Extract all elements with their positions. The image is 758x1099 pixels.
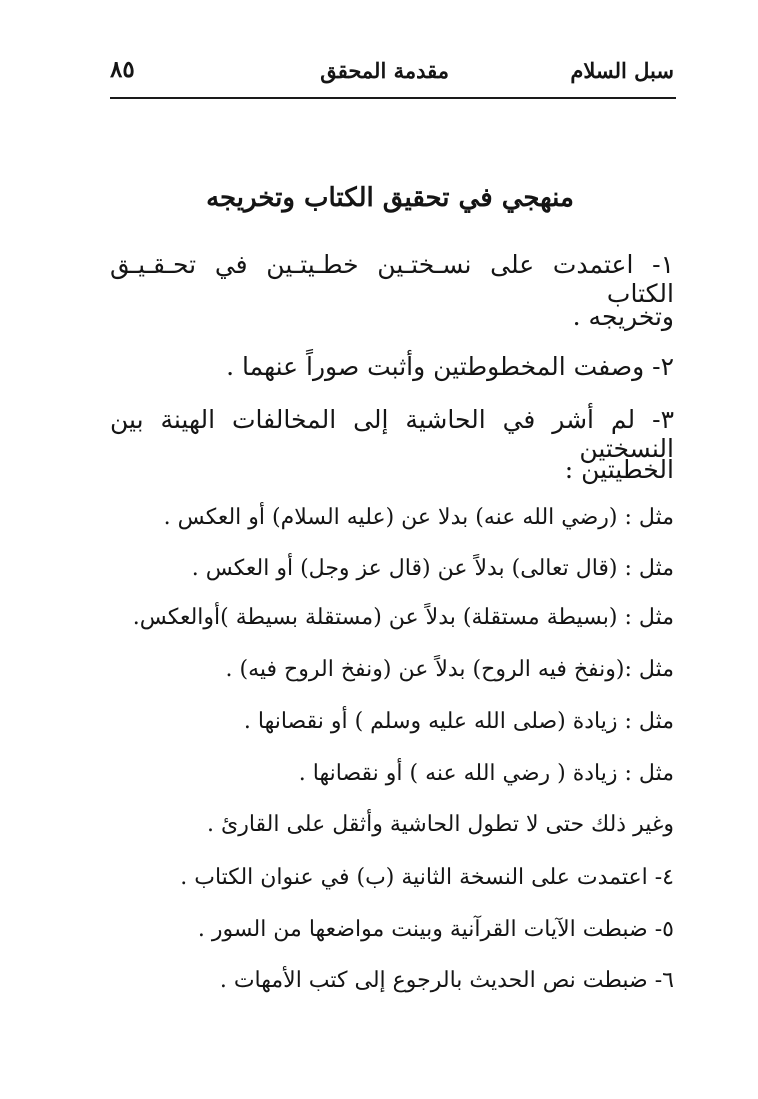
text-line: ٦- ضبطت نص الحديث بالرجوع إلى كتب الأمهات . [219,968,674,993]
text-line: مثل : زيادة ( رضي الله عنه ) أو نقصانها . [298,761,674,786]
page-number: ٨٥ [110,56,135,83]
text-line: ٤- اعتمدت على النسخة الثانية (ب) في عنوان الكتاب . [180,865,674,890]
text-line: الخطيتين : [564,455,674,484]
running-section-title: مقدمة المحقق [320,58,449,83]
text-line: مثل : (قال تعالى) بدلاً عن (قال عز وجل) أو العكس . [191,556,674,581]
text-line: مثل :(ونفخ فيه الروح) بدلاً عن (ونفخ الروح فيه) . [225,657,674,682]
section-heading: منهجي في تحقيق الكتاب وتخريجه [206,183,574,213]
text-line: ٣- لم أشر في الحاشية إلى المخالفات الهينة بين النسختين [110,405,674,463]
text-line: وغير ذلك حتى لا تطول الحاشية وأثقل على القارئ . [207,812,674,837]
text-line: مثل : (رضي الله عنه) بدلا عن (عليه السلام) أو العكس . [163,505,674,530]
body-text [110,0,674,1099]
running-book-title: سبل السلام [570,58,674,83]
text-line: مثل : زيادة (صلى الله عليه وسلم ) أو نقصانها . [243,709,674,734]
text-line: ٥- ضبطت الآيات القرآنية وبينت مواضعها من السور . [197,917,674,942]
text-line: وتخريجه . [572,302,674,331]
text-line: مثل : (بسيطة مستقلة) بدلاً عن (مستقلة بسيطة )أوالعكس. [132,605,674,630]
text-line: ٢- وصفت المخطوطتين وأثبت صوراً عنهما . [226,352,674,381]
text-line: ١- اعتمدت على نسـختـين خطـيتـين في تحـقـيـق الكتاب [110,250,674,308]
